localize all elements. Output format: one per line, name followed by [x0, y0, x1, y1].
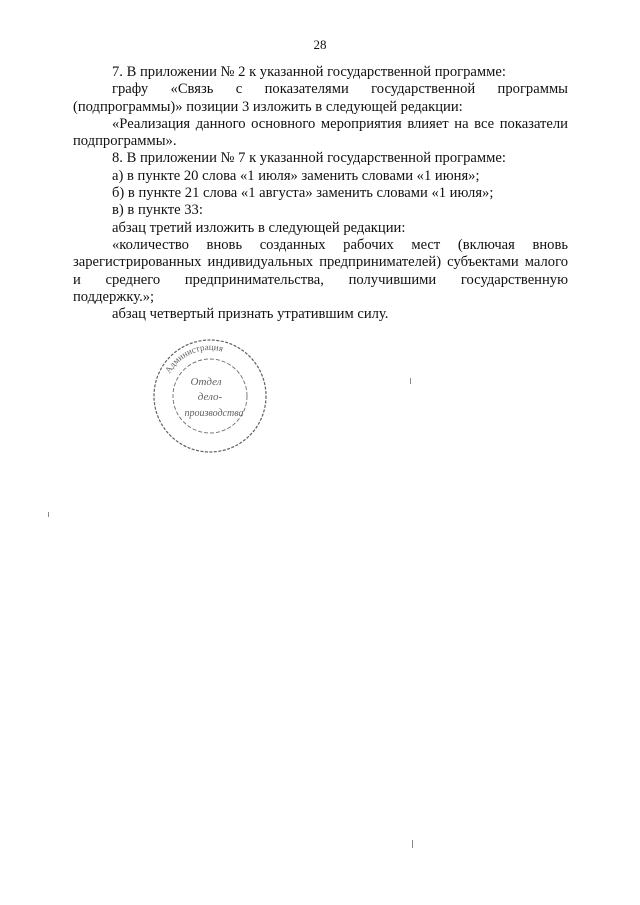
scan-speck: [48, 512, 49, 517]
stamp-ring-text: Администрация: [162, 341, 225, 375]
document-body: [73, 64, 568, 323]
office-stamp: [150, 336, 270, 456]
stamp-seal-icon: [150, 336, 270, 456]
paragraph-quote-implementation: «Реализация данного основного мероприятия влияет на все показатели подпрограммы».: [73, 115, 568, 150]
paragraph-subitem-b: б) в пункте 21 слова «1 августа» заменить словами «1 июля»;: [112, 185, 494, 202]
paragraph-subitem-v: в) в пункте 33:: [112, 202, 203, 219]
paragraph-column-link: графу «Связь с показателями государственной программы (подпрограммы)» позиции 3 изложить в следующей редакции:: [73, 81, 568, 115]
paragraph-item-7: 7. В приложении № 2 к указанной государственной программе:: [112, 64, 506, 80]
paragraph-quote-jobs: «количество вновь созданных рабочих мест (включая вновь зарегистрированных индивидуальных предпринимателей) субъектами малого и среднего предпринимательства, получившими государственную поддержку.»;: [73, 236, 568, 305]
page-number: 28: [313, 37, 327, 52]
scan-speck: [410, 378, 411, 384]
paragraph-fourth-clause: абзац четвертый признать утратившим силу.: [112, 306, 389, 323]
paragraph-item-8: 8. В приложении № 7 к указанной государственной программе:: [112, 150, 506, 167]
paragraph-subitem-a: а) в пункте 20 слова «1 июля» заменить словами «1 июня»;: [112, 167, 480, 184]
scan-speck: [412, 840, 413, 848]
stamp-center-line-2: дело-: [197, 391, 223, 403]
stamp-center-line-1: Отдел: [190, 376, 222, 388]
paragraph-third-clause: абзац третий изложить в следующей редакции:: [112, 219, 406, 236]
stamp-center-line-3: производства: [184, 408, 244, 419]
